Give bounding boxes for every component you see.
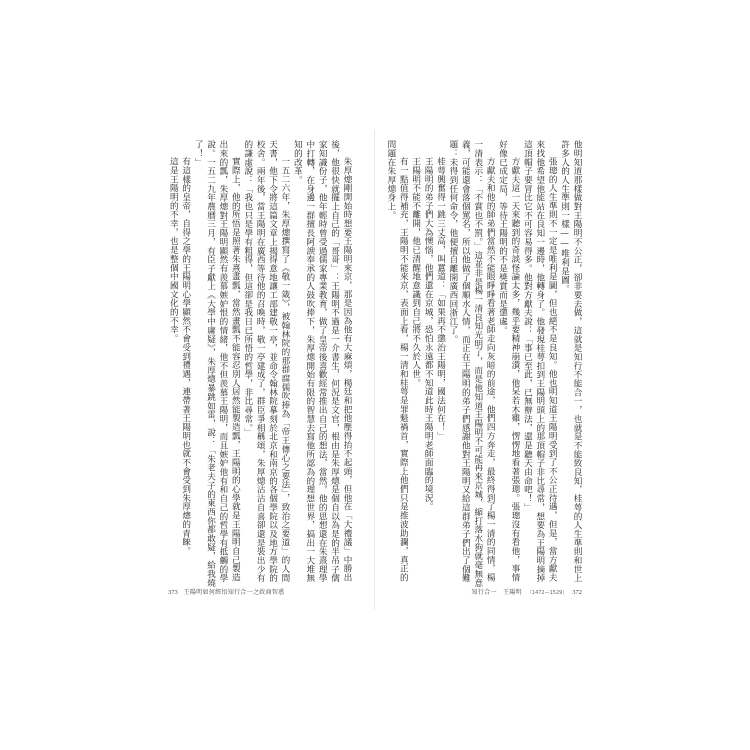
paragraph: 王陽明的弟子們大為懊惱，他們還在京城，恐怕永遠都不知道此時王陽明老師面臨的境況。: [423, 157, 434, 512]
left-page-body: [168, 140, 353, 590]
paragraph: 王陽明不能不離開，他已清醒地意識到自己將不久於人世。: [410, 157, 421, 388]
page-number: 372: [572, 589, 582, 596]
paragraph: 方獻夫這一天來聽到的奇談怪論太多，幾乎要精神崩潰，他呆若木雞，愣愣地看著張璁。張璁沒有看他，事情好像已成定局，等待王陽明的不是獎賞而是懲處。: [497, 140, 520, 582]
paragraph: 桂萼興奮得一跳三丈高，叫囂道：「如果再不懲治王陽明，國法何在！」: [435, 157, 446, 441]
left-page: [168, 140, 353, 610]
running-head: 王陽明如何經悟知行合一之政商智惑: [183, 589, 285, 596]
paragraph: 他明知道那樣做對王陽明不公正，卻非要去做，這就是知行不能合一，也就是不能致良知，桂萼的人生準則和世上許多人的人生準則一樣——唯利是圖。: [559, 140, 582, 583]
right-folio: [468, 587, 582, 596]
paragraph: 有一點值得補充，王陽明不能來京，表面上看，楊一清和桂萼是罪魁禍首，實際上他們只是推波助瀾，真正的問題在朱厚熜身上。: [385, 140, 409, 582]
paragraph: 實際上，他的所悟是照著朱熹畫瓢，當然畫瓢不能容忍別人居然能製造瓢，王陽明的心學就是王陽明自己製造出來的瓢，朱厚熜對王陽明顯然有羨慕嫉妒恨的情緒，他不但羨慕王陽明，而且嫉妒他有和自己的哲學有抵觸的學說。一五二九年農曆三月，有臣子獻上《大學中庸疑》，朱厚熜暴跳如雷，說：「朱老夫子的東西你都敢疑，給我燒了！」: [193, 140, 241, 588]
paragraph: 這是王陽明的不幸，也是整個中國文化的不幸。: [168, 157, 179, 344]
paragraph: 張璁的人生準則不一定是唯利是圖，但也絕不是良知。他也明知道王陽明受到了不公正待遇，但是，當方獻夫來找他希望他能站在良知一邊時，他轉身了。他發現桂萼扣到王陽明頭上的那頂帽子非比尋常，想要為王陽明摘掉這頂帽子要冒比它不可容易得多。他對方獻夫說：「事已至此，已無辦法，還是聽天由命吧！」: [522, 140, 558, 583]
left-folio: [168, 587, 284, 596]
paragraph: 朱厚熜剛開始時想要王陽明來京，那是因為他有大麻煩，楊廷和把他壓得抬不起頭，但他在「大禮議」中勝出後，他很快就擺上自己的「哥哥」：王陽明不過是一介書生，何況是文官，根由是朱厚熜是個自以為是的半吊子儒家知識份子，他年輕時曾受過儒家專業教育，做了皇帝後喜歡經常推出自己的想法，當然，他的思想還在朱熹理學中打轉，在身邊一群擅長阿諛奉承的人鼓吹捧下，朱厚熜開始有限的智慧去寫他所認為的理想世界，搞出一大堆無知的改革。: [292, 140, 352, 583]
gutter: [374, 130, 375, 610]
right-page: [385, 140, 583, 610]
running-head: 知行合一 王陽明: [471, 589, 522, 596]
running-head-dates: （1472—1529）: [526, 590, 568, 596]
paragraph: 有這樣的皇帝，自得之學的王陽明心學顯然不會受到禮遇，連帶著王陽明也就不會受到朱厚熜的青睞。: [180, 157, 191, 556]
paragraph: 一五二六年，朱厚熜撰寫了《敬一箴》，被翰林院的那群腐儒吹捧為「帝王傳心之要法」，致治之要道」的人間天書，他下令將這篇文章上揭得意地讓工部建敬一亭，並命令翰林院摹刻於北京和南京的各個學院以及地方學院的校舍。兩年後，當王陽明在廣西等待他的召喚時，敬一亭建成了，群臣爭相稱頌，朱厚熜沾沾自喜卻還是裝出少有的謙虛說：「我也只是學有粗得，但這卻是我日已所悟的哲學，非比尋常。」: [242, 140, 290, 583]
right-page-body: [385, 140, 583, 590]
page-number: 373: [168, 589, 178, 596]
paragraph: 方獻夫和他的師弟們當然不能眼睜睜看著老師走向灰暗的前途，他們四方奔走，最終得到了楊一清的同情，楊一清表示：「不賞也不罰。」這並非是楊一清良知光明了，而是他知道王陽明不可能再來京城，縮打落水狗就毫無意義，可能還會落個罵名，所以他做了個順水人情，而正在王陽明的弟子們感謝他對王陽明又給這群弟子們出了個難題：未得到任何命令，他便擅自離開廣西回浙江了。: [447, 140, 496, 588]
